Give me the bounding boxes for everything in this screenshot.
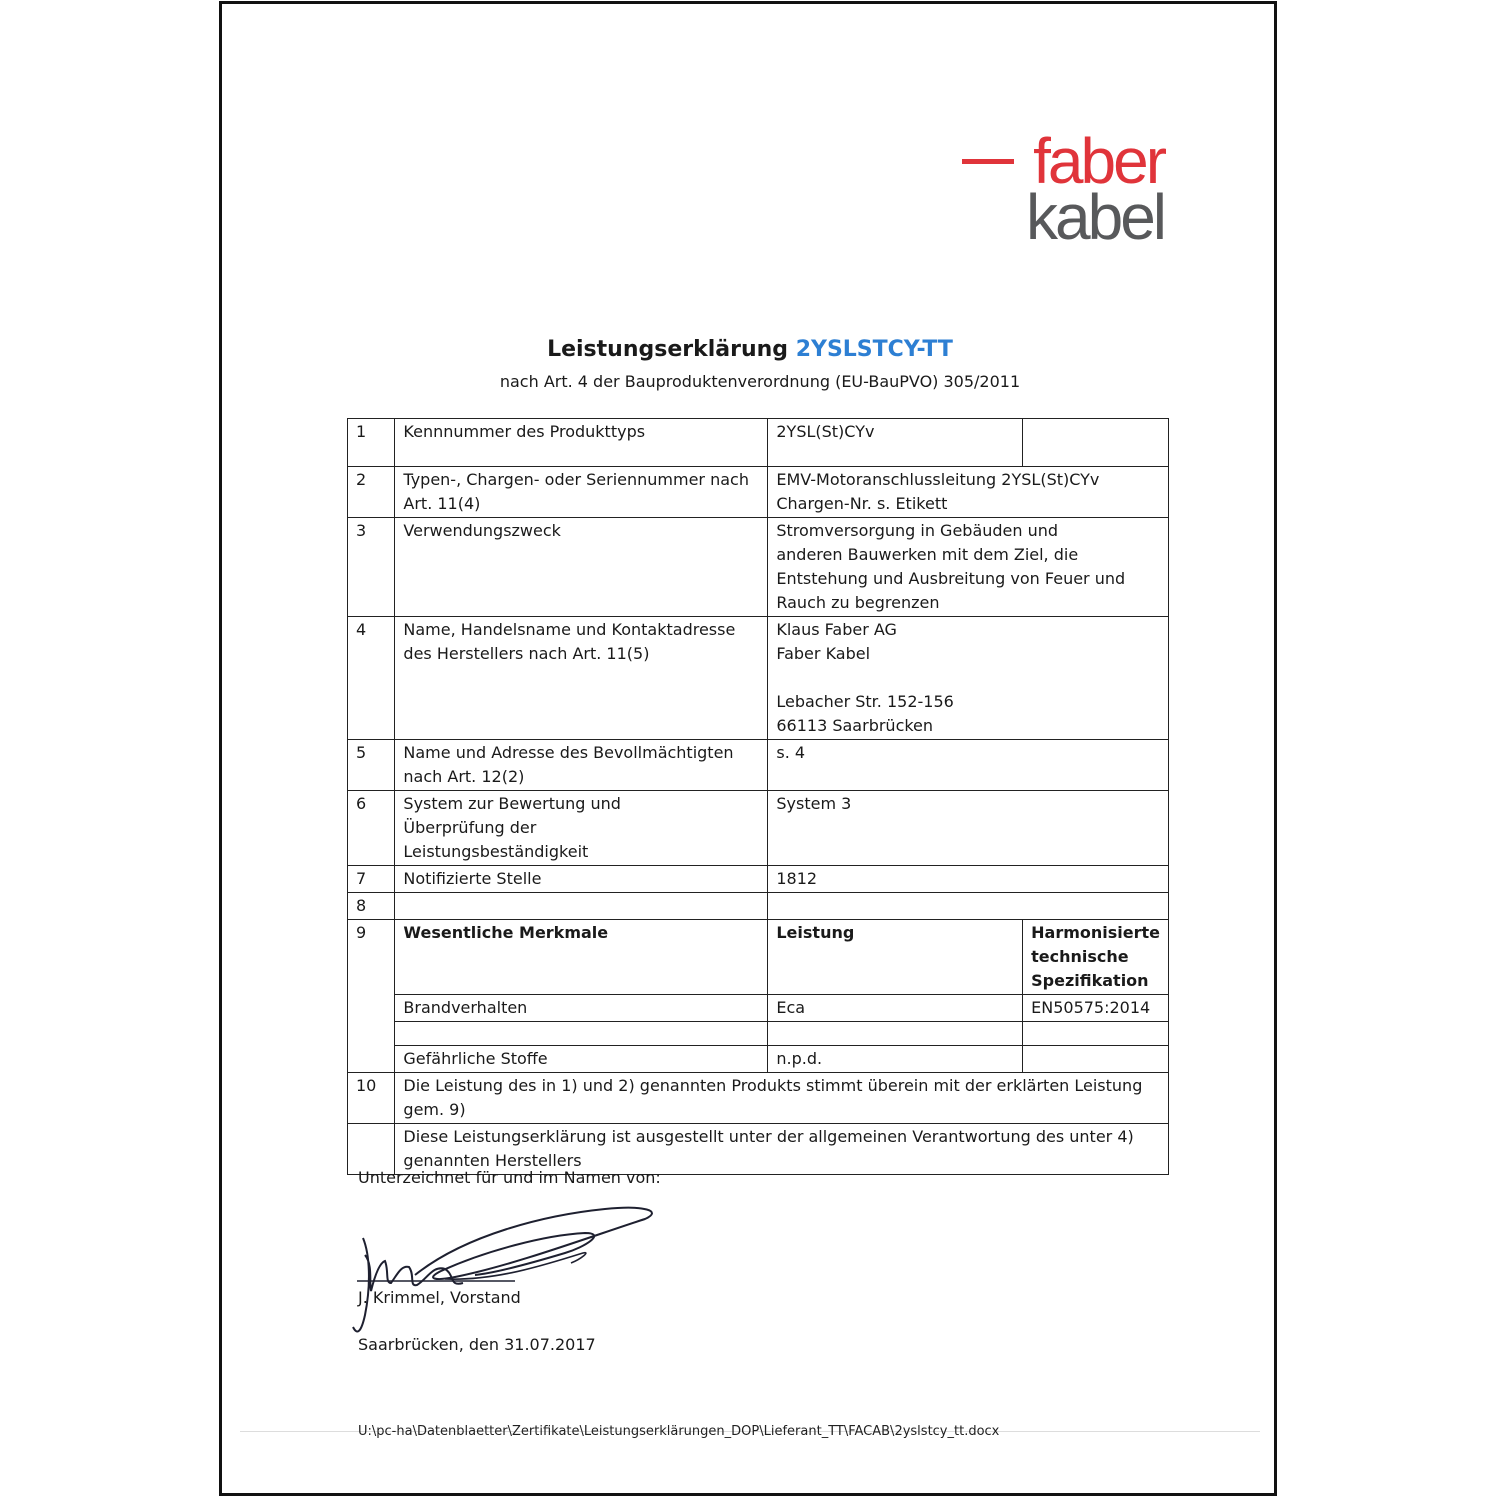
table-row [348,995,1169,1022]
row-label: Notifizierte Stelle [395,866,768,893]
empty-cell [1023,1022,1169,1046]
row-number: 10 [348,1073,395,1124]
company-name: Klaus Faber AG [776,620,897,639]
table-row [348,893,1169,920]
row-number: 7 [348,866,395,893]
row-number: 9 [348,920,395,1073]
row-number: 2 [348,467,395,518]
characteristic: Gefährliche Stoffe [395,1046,768,1073]
column-header: Wesentliche Merkmale [395,920,768,995]
empty-cell [1023,1046,1169,1073]
empty-cell [348,1124,395,1175]
row-number: 1 [348,419,395,467]
characteristic: Brandverhalten [395,995,768,1022]
table-row [348,1073,1169,1124]
product-code: 2YSLSTCY-TT [795,337,953,362]
signer-name: J. Krimmel, Vorstand [358,1288,521,1307]
declaration-table [347,418,1169,1175]
empty-cell [395,893,768,920]
row-label: Verwendungszweck [395,518,768,617]
row-number: 4 [348,617,395,740]
page-title [0,337,1500,362]
table-row [348,1022,1169,1046]
title-prefix: Leistungserklärung [547,337,796,362]
row-text: Die Leistung des in 1) und 2) genannten Produkts stimmt überein mit der erklärten Leistung gem. 9) [395,1073,1169,1124]
table-row [348,617,1169,740]
street: Lebacher Str. 152-156 [776,692,954,711]
row-number: 5 [348,740,395,791]
row-value: s. 4 [768,740,1169,791]
logo-line-1: faber [1033,125,1164,197]
brand-name: Faber Kabel [776,644,871,663]
row-value: 1812 [768,866,1169,893]
performance: n.p.d. [768,1046,1023,1073]
row-label: Kennnummer des Produkttyps [395,419,768,467]
empty-cell [1023,419,1169,467]
value-line: Chargen-Nr. s. Etikett [776,494,948,513]
row-number: 8 [348,893,395,920]
value-line: EMV-Motoranschlussleitung 2YSL(St)CYv [776,470,1100,489]
signature-label: Unterzeichnet für und im Namen von: [358,1168,661,1187]
performance: Eca [768,995,1023,1022]
table-row [348,467,1169,518]
specification: EN50575:2014 [1023,995,1169,1022]
table-row [348,920,1169,995]
row-label: Name, Handelsname und Kontaktadresse des Herstellers nach Art. 11(5) [395,617,768,740]
empty-cell [395,1022,768,1046]
row-number: 6 [348,791,395,866]
table-row [348,518,1169,617]
column-header: Harmonisierte technische Spezifikation [1023,920,1169,995]
table-row [348,866,1169,893]
column-header: Leistung [768,920,1023,995]
file-path: U:\pc-ha\Datenblaetter\Zertifikate\Leistungserklärungen_DOP\Lieferant_TT\FACAB\2yslstcy_tt.docx [358,1424,1000,1439]
logo-line-2: kabel [1026,181,1164,253]
faber-kabel-logo [960,125,1170,253]
table-row [348,791,1169,866]
row-value: System 3 [768,791,1169,866]
signature-image [345,1195,675,1335]
row-value [768,467,1169,518]
row-label: Typen-, Chargen- oder Seriennummer nach Art. 11(4) [395,467,768,518]
table-row [348,1124,1169,1175]
place-date: Saarbrücken, den 31.07.2017 [358,1335,596,1354]
empty-cell [768,1022,1023,1046]
row-text: Diese Leistungserklärung ist ausgestellt unter der allgemeinen Verantwortung des unter 4) genannten Herstellers [395,1124,1169,1175]
table-row [348,419,1169,467]
row-value: Stromversorgung in Gebäuden und anderen Bauwerken mit dem Ziel, die Entstehung und Ausbreitung von Feuer und Rauch zu begrenzen [768,518,1169,617]
row-value: 2YSL(St)CYv [768,419,1023,467]
row-label: System zur Bewertung und Überprüfung der Leistungsbeständigkeit [395,791,768,866]
page-subtitle: nach Art. 4 der Bauproduktenverordnung (EU-BauPVO) 305/2011 [499,372,1021,391]
manufacturer-address [768,617,1169,740]
table-row [348,740,1169,791]
row-label: Name und Adresse des Bevollmächtigten nach Art. 12(2) [395,740,768,791]
city: 66113 Saarbrücken [776,716,934,735]
empty-cell [768,893,1169,920]
logo-bar [962,159,1014,164]
table-row [348,1046,1169,1073]
row-number: 3 [348,518,395,617]
